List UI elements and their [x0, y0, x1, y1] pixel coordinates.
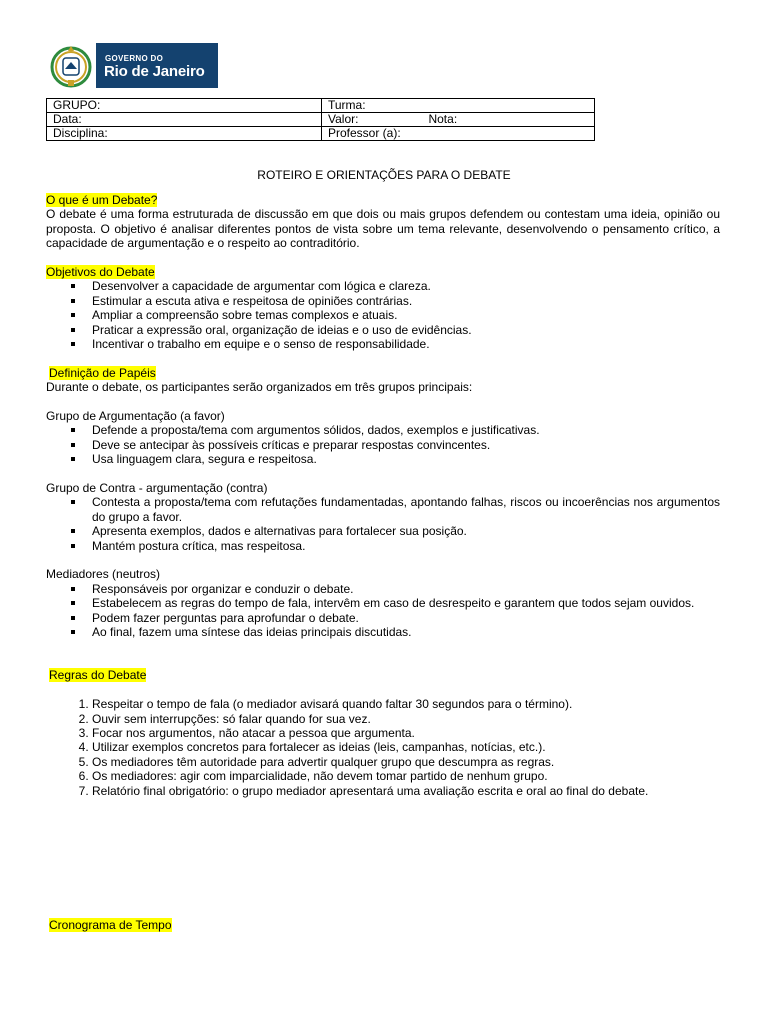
- mediators-list: [46, 582, 720, 640]
- valor-nota-cell[interactable]: [322, 113, 595, 127]
- logo-big-text: Rio de Janeiro: [104, 63, 205, 80]
- list-item: 7. Relatório final obrigatório: o grupo mediador apresentará uma avaliação escrita e oral ao final do debate.: [92, 784, 720, 798]
- list-item: Ao final, fazem uma síntese das ideias principais discutidas.: [92, 625, 720, 639]
- list-item: 5. Os mediadores têm autoridade para advertir qualquer grupo que descumpra as regras.: [92, 755, 720, 769]
- list-item: 4. Utilizar exemplos concretos para fortalecer as ideias (leis, campanhas, notícias, etc.).: [92, 740, 720, 754]
- objectives-list: [46, 279, 720, 351]
- list-item: Responsáveis por organizar e conduzir o debate.: [92, 582, 720, 596]
- rules-list: [46, 697, 720, 798]
- list-item: Estimular a escuta ativa e respeitosa de opiniões contrárias.: [92, 294, 720, 308]
- what-heading: O que é um Debate?: [46, 193, 158, 207]
- list-item: 1. Respeitar o tempo de fala (o mediador avisará quando faltar 30 segundos para o término).: [92, 697, 720, 711]
- list-item: Defende a proposta/tema com argumentos sólidos, dados, exemplos e justificativas.: [92, 423, 720, 437]
- document-title: ROTEIRO E ORIENTAÇÕES PARA O DEBATE: [257, 168, 511, 182]
- government-logo: [48, 43, 218, 89]
- table-row: [47, 127, 595, 141]
- data-field[interactable]: Data:: [47, 113, 322, 127]
- list-item: Apresenta exemplos, dados e alternativas para fortalecer sua posição.: [92, 524, 720, 538]
- state-seal-icon: [48, 43, 96, 89]
- list-item: Incentivar o trabalho em equipe e o senso de responsabilidade.: [92, 337, 720, 351]
- roles-heading: Definição de Papéis: [49, 365, 156, 380]
- logo-wordmark: [96, 43, 218, 88]
- professor-field[interactable]: Professor (a):: [322, 127, 595, 141]
- rules-heading: Regras do Debate: [49, 668, 147, 683]
- turma-field[interactable]: Turma:: [322, 99, 595, 113]
- table-row: [47, 99, 595, 113]
- group-contra-list: [46, 495, 720, 553]
- list-item: 2. Ouvir sem interrupções: só falar quando for sua vez.: [92, 712, 720, 726]
- table-row: [47, 113, 595, 127]
- roles-intro: Durante o debate, os participantes serão organizados em três grupos principais:: [46, 380, 473, 395]
- list-item: Praticar a expressão oral, organização de ideias e o uso de evidências.: [92, 323, 720, 337]
- list-item: Ampliar a compreensão sobre temas complexos e atuais.: [92, 308, 720, 322]
- mediators-heading: Mediadores (neutros): [46, 567, 161, 582]
- what-text: O debate é uma forma estruturada de discussão em que dois ou mais grupos defendem ou contestam uma ideia, opinião ou proposta. O objetivo é analisar diferentes pontos de vista sobre um tema relevante, desenvolvendo o pensamento crítico, a capacidade de argumentação e o respeito ao contraditório.: [46, 207, 720, 251]
- group-favor-list: [46, 423, 720, 466]
- grupo-field[interactable]: GRUPO:: [47, 99, 322, 113]
- logo-small-text: GOVERNO DO: [105, 54, 164, 63]
- document-body: [46, 193, 720, 798]
- schedule-heading: Cronograma de Tempo: [49, 918, 172, 932]
- list-item: Desenvolver a capacidade de argumentar com lógica e clareza.: [92, 279, 720, 293]
- list-item: Deve se antecipar às possíveis críticas e preparar respostas convincentes.: [92, 438, 720, 452]
- student-info-table: [46, 98, 595, 141]
- list-item: Podem fazer perguntas para aprofundar o debate.: [92, 611, 720, 625]
- group-favor-heading: Grupo de Argumentação (a favor): [46, 409, 225, 424]
- valor-label: Valor:: [328, 112, 359, 126]
- nota-label: Nota:: [428, 112, 458, 126]
- list-item: Estabelecem as regras do tempo de fala, intervêm em caso de desrespeito e garantem que todos sejam ouvidos.: [92, 596, 720, 610]
- list-item: 6. Os mediadores: agir com imparcialidade, não devem tomar partido de nenhum grupo.: [92, 769, 720, 783]
- disciplina-field[interactable]: Disciplina:: [47, 127, 322, 141]
- list-item: Usa linguagem clara, segura e respeitosa.: [92, 452, 720, 466]
- objectives-heading: Objetivos do Debate: [46, 265, 155, 280]
- group-contra-heading: Grupo de Contra - argumentação (contra): [46, 481, 268, 496]
- list-item: Mantém postura crítica, mas respeitosa.: [92, 539, 720, 553]
- list-item: Contesta a proposta/tema com refutações fundamentadas, apontando falhas, riscos ou incoerências nos argumentos do grupo a favor.: [92, 495, 720, 524]
- list-item: 3. Focar nos argumentos, não atacar a pessoa que argumenta.: [92, 726, 720, 740]
